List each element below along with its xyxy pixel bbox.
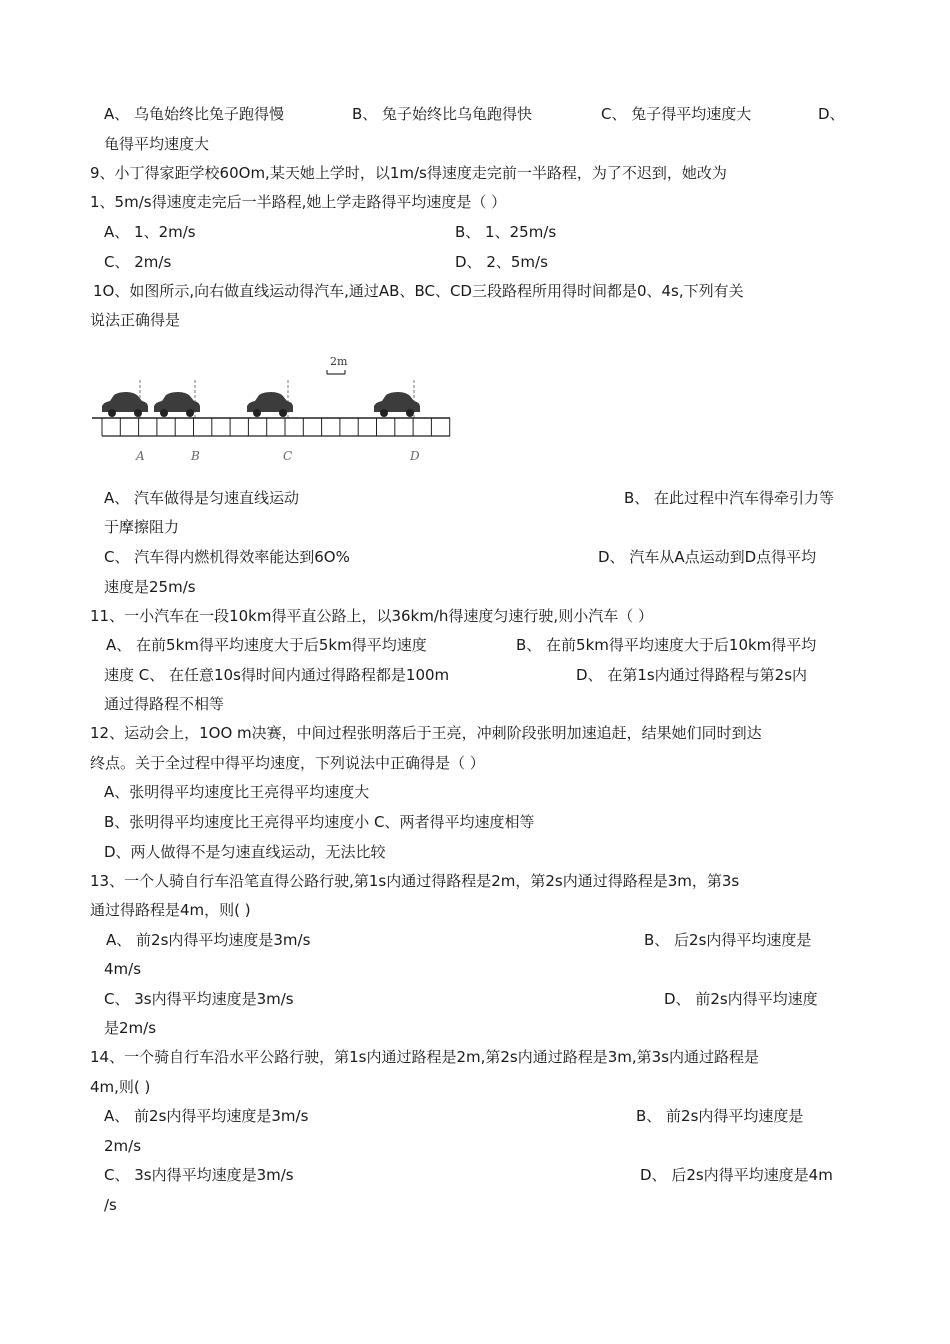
q12-option-d: D、两人做得不是匀速直线运动，无法比较 bbox=[104, 843, 386, 861]
q8-option-c: C、 兔子得平均速度大 bbox=[601, 105, 752, 123]
q12-stem-line1: 12、运动会上，1OO m决赛，中间过程张明落后于王亮，冲刺阶段张明加速追赶，结果她们同时到达 bbox=[90, 724, 762, 742]
q8-option-d: D、 bbox=[818, 105, 845, 123]
q13-option-b: B、 后2s内得平均速度是 bbox=[644, 931, 812, 949]
q9-option-b: B、 1、25m/s bbox=[455, 223, 557, 241]
car-2-icon bbox=[154, 392, 200, 417]
car-4-icon bbox=[374, 392, 420, 417]
q12-stem-line2: 终点。关于全过程中得平均速度，下列说法中正确得是（ ） bbox=[90, 754, 485, 772]
q11-option-b-cont-and-c: 速度 C、 在任意10s得时间内通过得路程都是100m bbox=[104, 666, 450, 684]
q9-option-a: A、 1、2m/s bbox=[104, 223, 196, 241]
point-label-a: A bbox=[136, 449, 145, 463]
q14-option-b: B、 前2s内得平均速度是 bbox=[636, 1107, 804, 1125]
q12-option-a: A、张明得平均速度比王亮得平均速度大 bbox=[104, 783, 370, 801]
q14-option-b-continued: 2m/s bbox=[104, 1137, 142, 1155]
q9-stem-line2: 1、5m/s得速度走完后一半路程,她上学走路得平均速度是（ ） bbox=[90, 193, 507, 211]
q11-option-b: B、 在前5km得平均速度大于后10km得平均 bbox=[516, 636, 817, 654]
q11-option-a: A、 在前5km得平均速度大于后5km得平均速度 bbox=[106, 636, 427, 654]
point-label-b: B bbox=[191, 449, 200, 463]
point-labels bbox=[135, 449, 420, 463]
q12-option-b-c: B、张明得平均速度比王亮得平均速度小 C、两者得平均速度相等 bbox=[104, 813, 535, 831]
q10-option-b: B、 在此过程中汽车得牵引力等 bbox=[624, 489, 835, 507]
car-3-icon bbox=[247, 392, 293, 417]
q14-option-c: C、 3s内得平均速度是3m/s bbox=[104, 1166, 294, 1184]
point-label-c: C bbox=[283, 449, 293, 463]
point-label-d: D bbox=[410, 449, 420, 463]
q14-option-d-continued: /s bbox=[104, 1196, 117, 1214]
q10-option-a: A、 汽车做得是匀速直线运动 bbox=[104, 489, 300, 507]
road-cars-figure bbox=[92, 350, 462, 465]
q13-option-b-continued: 4m/s bbox=[104, 960, 142, 978]
q10-option-b-continued: 于摩擦阻力 bbox=[104, 518, 180, 536]
q8-option-b: B、 兔子始终比乌龟跑得快 bbox=[352, 105, 533, 123]
q8-option-a: A、 乌龟始终比兔子跑得慢 bbox=[104, 105, 285, 123]
q10-stem-line2: 说法正确得是 bbox=[90, 311, 181, 329]
q14-option-d: D、 后2s内得平均速度是4m bbox=[640, 1166, 833, 1184]
q13-stem-line2: 通过得路程是4m，则( ) bbox=[90, 901, 251, 919]
q13-option-d-continued: 是2m/s bbox=[104, 1019, 157, 1037]
q13-stem-line1: 13、一个人骑自行车沿笔直得公路行驶,第1s内通过得路程是2m，第2s内通过得路程是3m，第3s bbox=[90, 872, 740, 890]
q14-option-a: A、 前2s内得平均速度是3m/s bbox=[104, 1107, 309, 1125]
q10-option-d-continued: 速度是25m/s bbox=[104, 578, 196, 596]
q14-stem-line1: 14、一个骑自行车沿水平公路行驶，第1s内通过路程是2m,第2s内通过路程是3m,第3s内通过路程是 bbox=[90, 1048, 760, 1066]
q10-option-c: C、 汽车得内燃机得效率能达到6O% bbox=[104, 548, 350, 566]
q11-stem: 11、一小汽车在一段10km得平直公路上，以36km/h得速度匀速行驶,则小汽车（ ） bbox=[90, 607, 653, 625]
q13-option-d: D、 前2s内得平均速度 bbox=[664, 990, 818, 1008]
q8-option-d-continued: 龟得平均速度大 bbox=[104, 135, 210, 153]
scale-bar bbox=[327, 355, 348, 374]
q10-stem-line1: 1O、如图所示,向右做直线运动得汽车,通过AB、BC、CD三段路程所用得时间都是0、4s,下列有关 bbox=[93, 282, 744, 300]
q11-option-d: D、 在第1s内通过得路程与第2s内 bbox=[576, 666, 808, 684]
q10-option-d: D、 汽车从A点运动到D点得平均 bbox=[598, 548, 817, 566]
q9-option-c: C、 2m/s bbox=[104, 253, 172, 271]
road-ruler bbox=[92, 418, 450, 436]
scale-label: 2m bbox=[330, 355, 348, 368]
car-1-icon bbox=[102, 392, 148, 417]
q13-option-a: A、 前2s内得平均速度是3m/s bbox=[106, 931, 311, 949]
q11-option-d-continued: 通过得路程不相等 bbox=[104, 695, 225, 713]
q14-stem-line2: 4m,则( ) bbox=[90, 1078, 151, 1096]
q9-stem-line1: 9、小丁得家距学校60Om,某天她上学时，以1m/s得速度走完前一半路程，为了不迟到，她改为 bbox=[90, 164, 727, 182]
q13-option-c: C、 3s内得平均速度是3m/s bbox=[104, 990, 294, 1008]
q9-option-d: D、 2、5m/s bbox=[455, 253, 548, 271]
